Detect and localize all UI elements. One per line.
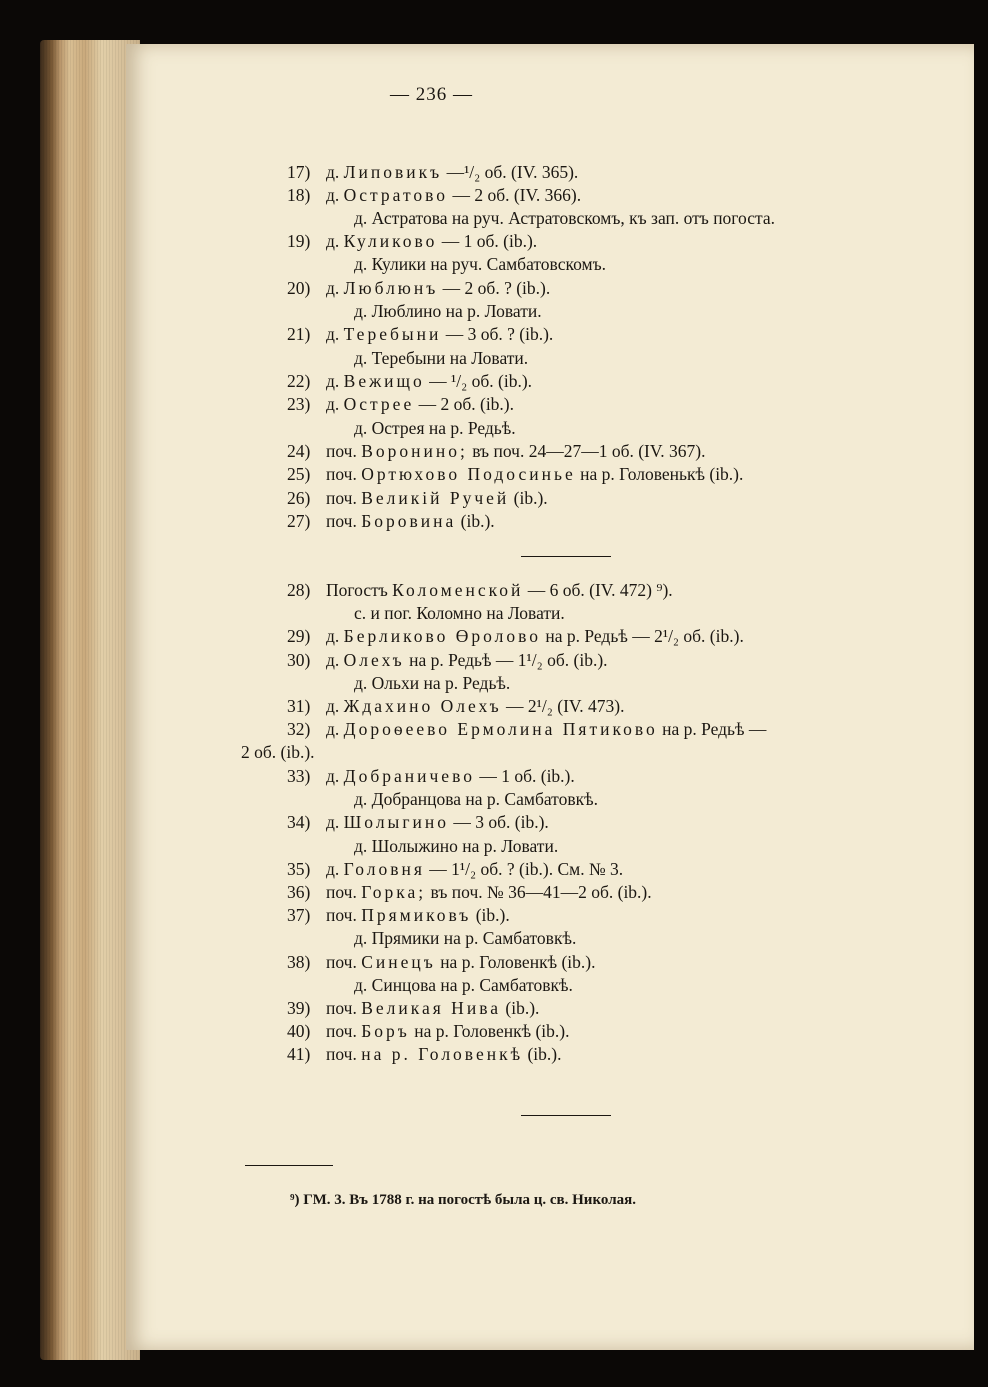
footnote-rule (245, 1165, 333, 1166)
entry-type: поч. (326, 488, 362, 508)
entry-type: поч. (326, 441, 362, 461)
entry-type: поч. (326, 905, 362, 925)
entry-type: поч. (326, 464, 362, 484)
entry-details: — 1¹/₂ об. ? (ib.). См. № 3. (424, 859, 624, 879)
entry-line (326, 1046, 562, 1064)
entry-type: д. (326, 626, 344, 646)
entry-details: (ib.). (456, 511, 495, 531)
entry-modern-name: д. Теребыни на Ловати. (354, 348, 529, 368)
entry-line (326, 721, 766, 739)
entry-line (326, 233, 537, 251)
entry-place-name: Вежищо (343, 371, 425, 391)
entry-number: 39) (287, 998, 311, 1018)
entry-number: 27) (287, 511, 311, 531)
entry-number: 23) (287, 394, 311, 414)
entry-type: д. (326, 324, 344, 344)
entry-number: 28) (287, 580, 311, 600)
entry-details: — 2 об. (IV. 366). (448, 185, 582, 205)
entry-modern-name: д. Кулики на руч. Самбатовскомъ. (354, 254, 607, 274)
entry-place-name: Горка; (361, 882, 427, 902)
entry-modern-name: д. Добранцова на р. Самбатовкѣ. (354, 789, 598, 809)
entry-place-name: Ортюхово Подосинье (361, 464, 576, 484)
entry-details: (ib.). (471, 905, 510, 925)
entry-number: 41) (287, 1044, 311, 1064)
entry-details: на р. Редьѣ — (657, 719, 767, 739)
entry-details: — 2 об. (ib.). (414, 394, 515, 414)
entry-place-name: Липовикъ (343, 162, 443, 182)
entry-details: на р. Редьѣ — 2¹/₂ об. (ib.). (541, 626, 744, 646)
section-divider-2 (521, 1115, 611, 1116)
entry-type: поч. (326, 882, 362, 902)
entry-line (326, 907, 510, 925)
entry-details: на р. Головенкѣ (ib.). (435, 952, 596, 972)
entry-modern-name: д. Острея на р. Редьѣ. (354, 418, 516, 438)
entry-details: — 3 об. (ib.). (448, 812, 549, 832)
entry-modern-name: д. Люблино на р. Ловати. (354, 301, 542, 321)
entry-place-name: Воронино; (361, 441, 468, 461)
entry-line (326, 490, 548, 508)
entry-line (326, 861, 623, 879)
entry-number: 32) (287, 719, 311, 739)
entry-place-name: Боровина (361, 511, 457, 531)
entry-number: 30) (287, 650, 311, 670)
entry-details: — 2 об. ? (ib.). (438, 278, 551, 298)
entry-details: — 6 об. (IV. 472) ⁹). (523, 580, 673, 600)
entry-place-name: Люблюнъ (343, 278, 439, 298)
entry-line (326, 373, 532, 391)
entry-modern-name: д. Шолыжино на р. Ловати. (354, 836, 559, 856)
entry-line (326, 513, 495, 531)
entry-place-name: на р. Головенкѣ (361, 1044, 524, 1064)
entry-type: д. (326, 696, 344, 716)
entry-number: 26) (287, 488, 311, 508)
entry-type: д. (326, 162, 344, 182)
entry-place-name: Прямиковъ (361, 905, 472, 925)
entry-line (326, 280, 550, 298)
entry-type: д. (326, 231, 344, 251)
entry-number: 33) (287, 766, 311, 786)
entry-type: д. (326, 859, 344, 879)
entry-type: д. (326, 812, 344, 832)
entry-number: 22) (287, 371, 311, 391)
entry-place-name: Берликово Өролово (343, 626, 542, 646)
entry-details: въ поч. 24—27—1 об. (IV. 367). (467, 441, 706, 461)
entry-type: д. (326, 719, 344, 739)
entry-place-name: Острее (343, 394, 415, 414)
entry-place-name: Синецъ (361, 952, 436, 972)
entry-modern-name: с. и пог. Коломно на Ловати. (354, 603, 565, 623)
entry-type: д. (326, 766, 344, 786)
entry-details: — 2¹/₂ (IV. 473). (501, 696, 625, 716)
entry-number: 36) (287, 882, 311, 902)
entry-number: 37) (287, 905, 311, 925)
entry-number: 29) (287, 626, 311, 646)
entry-modern-name: д. Синцова на р. Самбатовкѣ. (354, 975, 573, 995)
entry-details: —¹/₂ об. (IV. 365). (442, 162, 579, 182)
entry-place-name: Олехъ (343, 650, 405, 670)
entry-line (326, 443, 705, 461)
entry-line (326, 466, 743, 484)
entry-line (326, 768, 575, 786)
entry-number: 40) (287, 1021, 311, 1041)
entry-type: д. (326, 278, 344, 298)
entry-number: 17) (287, 162, 311, 182)
entry-place-name: Теребыни (343, 324, 442, 344)
entry-number: 20) (287, 278, 311, 298)
entry-details: на р. Головенкѣ (ib.). (409, 1021, 570, 1041)
entry-number: 21) (287, 324, 311, 344)
entry-line (326, 814, 549, 832)
entry-number: 38) (287, 952, 311, 972)
entry-line (326, 582, 673, 600)
entry-details: (ib.). (501, 998, 540, 1018)
entry-place-name: Шолыгино (343, 812, 449, 832)
entry-details: на р. Головенькѣ (ib.). (575, 464, 744, 484)
entry-type: д. (326, 185, 344, 205)
entry-line (326, 164, 578, 182)
entry-details: (ib.). (509, 488, 548, 508)
entry-type: Погостъ (326, 580, 393, 600)
entry-type: д. (326, 394, 344, 414)
entry-number: 24) (287, 441, 311, 461)
entry-type: поч. (326, 998, 362, 1018)
entry-place-name: Великій Ручей (361, 488, 510, 508)
entry-details: — 3 об. ? (ib.). (441, 324, 554, 344)
entry-number: 18) (287, 185, 311, 205)
entry-number: 31) (287, 696, 311, 716)
section-divider-1 (521, 556, 611, 557)
entry-line (326, 396, 514, 414)
entry-details: — ¹/₂ об. (ib.). (424, 371, 533, 391)
entry-type: поч. (326, 952, 362, 972)
entry-place-name: Головня (343, 859, 425, 879)
entry-line (326, 187, 581, 205)
page-number: — 236 — (390, 84, 473, 105)
entry-details: — 1 об. (ib.). (474, 766, 575, 786)
entry-line (326, 884, 652, 902)
entry-place-name: Коломенской (392, 580, 524, 600)
entry-number: 25) (287, 464, 311, 484)
entry-continuation: 2 об. (ib.). (241, 742, 315, 762)
entry-type: д. (326, 650, 344, 670)
entry-place-name: Куликово (343, 231, 438, 251)
entry-type: д. (326, 371, 344, 391)
entry-details: на р. Редьѣ — 1¹/₂ об. (ib.). (404, 650, 608, 670)
entry-type: поч. (326, 1044, 362, 1064)
entry-details: (ib.). (523, 1044, 562, 1064)
entry-details: въ поч. № 36—41—2 об. (ib.). (426, 882, 652, 902)
entry-details: — 1 об. (ib.). (437, 231, 538, 251)
entry-line (326, 628, 744, 646)
entry-place-name: Остратово (343, 185, 449, 205)
entry-place-name: Великая Нива (361, 998, 501, 1018)
entry-line (326, 1000, 539, 1018)
entry-line (326, 698, 624, 716)
entry-number: 35) (287, 859, 311, 879)
book-page-edges (40, 40, 140, 1360)
entry-place-name: Дороѳеево Ермолина Пятиково (343, 719, 658, 739)
entry-type: поч. (326, 511, 362, 531)
entry-type: поч. (326, 1021, 362, 1041)
entry-line (326, 652, 608, 670)
entry-modern-name: д. Астратова на руч. Астратовскомъ, къ зап. отъ погоста. (354, 208, 776, 228)
entry-line (326, 326, 553, 344)
entry-line (326, 954, 595, 972)
entry-modern-name: д. Ольхи на р. Редьѣ. (354, 673, 511, 693)
entry-number: 34) (287, 812, 311, 832)
entry-place-name: Ждахино Олехъ (343, 696, 502, 716)
entry-number: 19) (287, 231, 311, 251)
entry-place-name: Боръ (361, 1021, 410, 1041)
entry-modern-name: д. Прямики на р. Самбатовкѣ. (354, 928, 577, 948)
entry-place-name: Добраничево (343, 766, 475, 786)
entry-line (326, 1023, 569, 1041)
footnote: ⁹) ГМ. 3. Въ 1788 г. на погостѣ была ц. св. Николая. (290, 1192, 636, 1208)
